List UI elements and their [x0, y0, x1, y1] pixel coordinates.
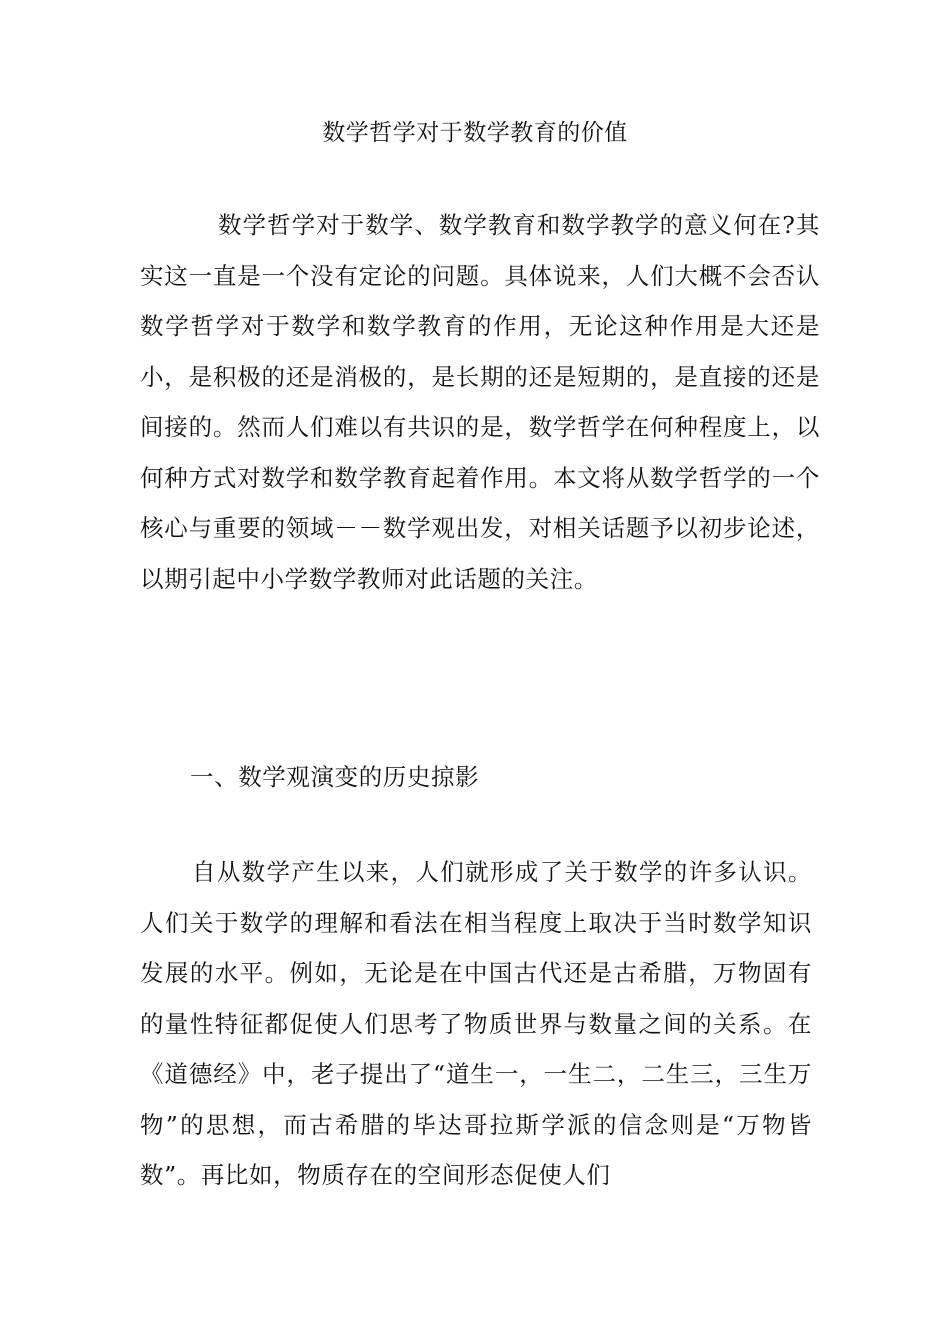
section-heading: 一、数学观演变的历史掠影 [190, 763, 480, 791]
document-title: 数学哲学对于数学教育的价值 [322, 120, 628, 146]
section-paragraph: 自从数学产生以来，人们就形成了关于数学的许多认识。人们关于数学的理解和看法在相当程度上取决于当时数学知识发展的水平。例如，无论是在中国古代还是古希腊，万物固有的量性特征都促使人们思考了物质世界与数量之间的关系。在《道德经》中，老子提出了“道生一，一生二，二生三，三生万物”的思想，而古希腊的毕达哥拉斯学派的信念则是“万物皆数”。再比如，物质存在的空间形态促使人们 [140, 858, 812, 1189]
intro-paragraph: 数学哲学对于数学、数学教育和数学教学的意义何在?其实这一直是一个没有定论的问题。具体说来，人们大概不会否认数学哲学对于数学和数学教育的作用，无论这种作用是大还是小，是积极的还是消极的，是长期的还是短期的，是直接的还是间接的。然而人们难以有共识的是，数学哲学在何种程度上，以何种方式对数学和数学教育起着作用。本文将从数学哲学的一个核心与重要的领域－－数学观出发，对相关话题予以初步论述，以期引起中小学数学教师对此话题的关注。 [140, 211, 820, 593]
